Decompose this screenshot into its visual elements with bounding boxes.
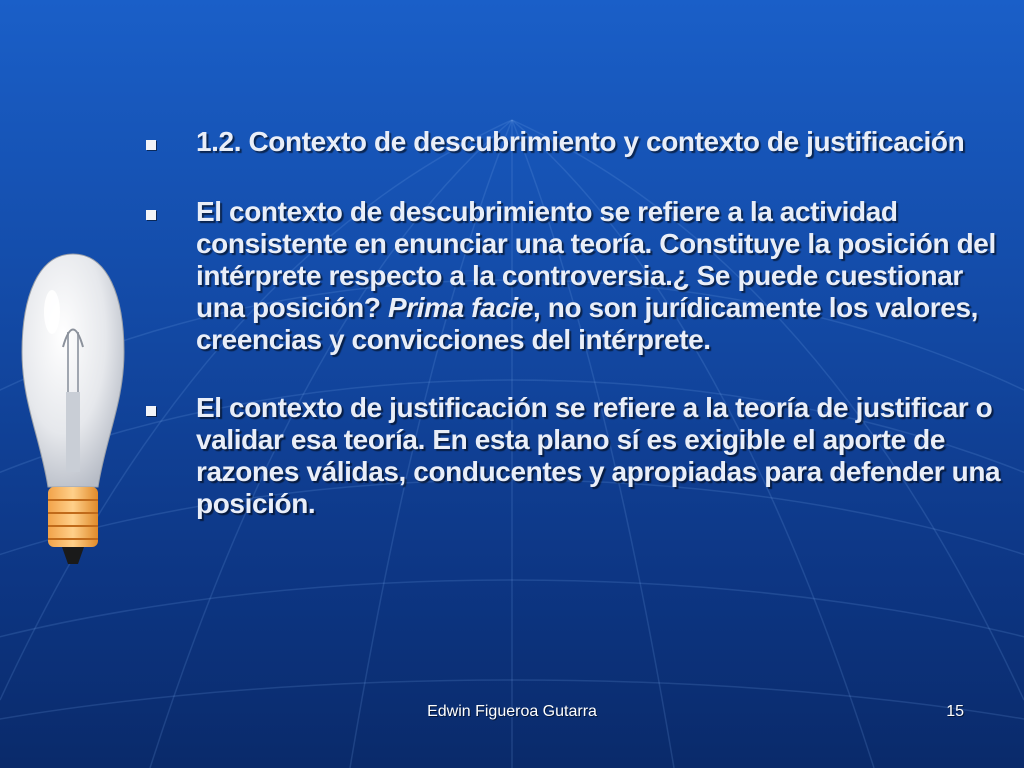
bullet-text — [196, 196, 1008, 356]
bullet-text-italic: Prima facie — [387, 292, 533, 323]
footer-author: Edwin Figueroa Gutarra — [427, 703, 597, 720]
slide-content — [138, 126, 1008, 558]
bullet-text: 1.2. Contexto de descubrimiento y contexto de justificación — [196, 126, 965, 157]
square-bullet-icon — [146, 210, 156, 220]
bullet-text-before: El contexto de descubrimiento se refiere a la actividad consistente en enunciar una teoría. Constituye la posición del intérprete respecto a la controversia.¿ Se puede cuestionar una posición? — [196, 196, 996, 323]
light-bulb-icon — [18, 252, 128, 572]
bullet-item — [138, 126, 1008, 158]
square-bullet-icon — [146, 406, 156, 416]
square-bullet-icon — [146, 140, 156, 150]
bullet-item — [138, 196, 1008, 356]
bullet-item — [138, 392, 1008, 520]
page-number: 15 — [946, 703, 964, 720]
bullet-text: El contexto de justificación se refiere a la teoría de justificar o validar esa teoría. En esta plano sí es exigible el aporte de razones válidas, conducentes y apropiadas para defender una posición. — [196, 392, 1001, 519]
bullet-text-after: , no son jurídicamente los valores, creencias y convicciones del intérprete. — [196, 292, 979, 355]
